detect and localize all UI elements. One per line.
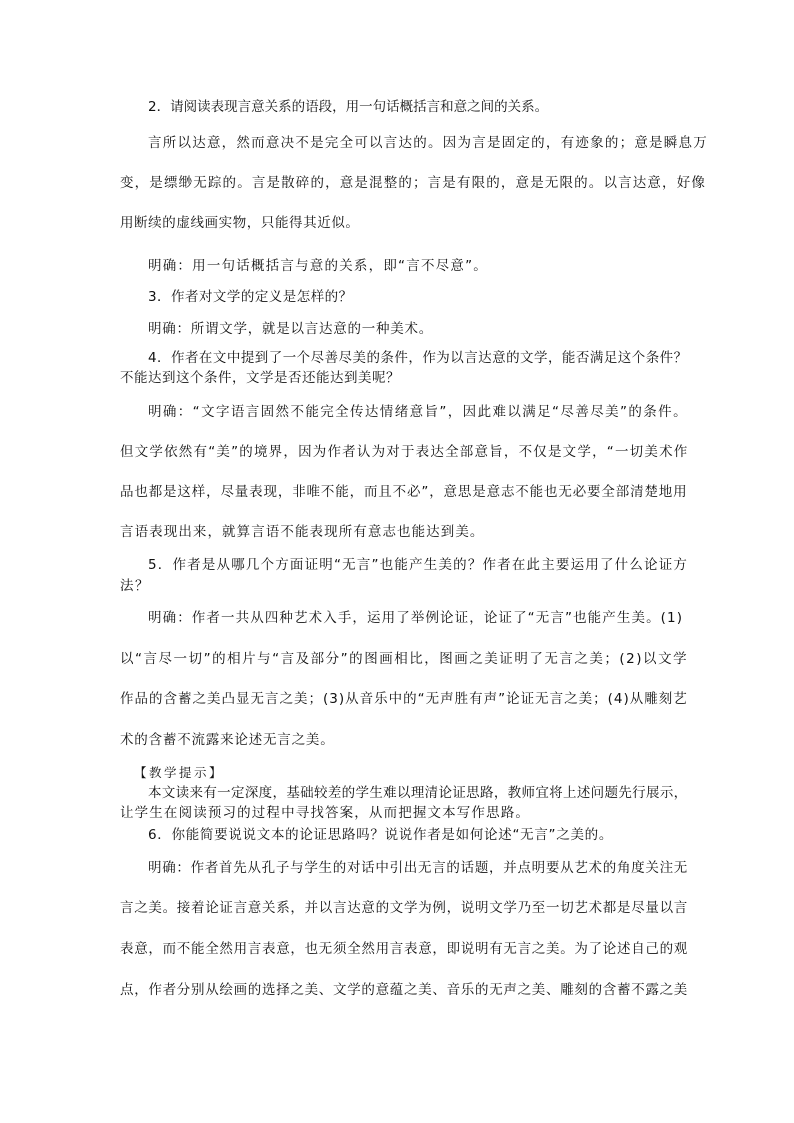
question-2: 2．请阅读表现言意关系的语段，用一句话概括言和意之间的关系。	[148, 99, 549, 115]
answer-6-line-3: 表意，而不能全然用言表意，也无须全然用言表意，即说明有无言之美。为了论述自己的观	[120, 941, 688, 957]
answer-6-line-2: 言之美。接着论证言意关系，并以言达意的文学为例，说明文学乃至一切艺术都是尽量以言	[120, 900, 688, 916]
answer-4-line-2: 但文学依然有“美”的境界，因为作者认为对于表达全部意旨，不仅是文学，“一切美术作	[120, 444, 689, 460]
answer-2: 明确：用一句话概括言与意的关系，即“言不尽意”。	[148, 258, 488, 274]
answer-3: 明确：所谓文学，就是以言达意的一种美术。	[148, 321, 433, 337]
passage-line-1: 言所以达意，然而意决不是完全可以言达的。因为言是固定的，有迹象的；意是瞬息万	[148, 135, 708, 151]
passage-line-3: 用断续的虚线画实物，只能得其近似。	[120, 215, 360, 231]
question-4-line-1: 4．作者在文中提到了一个尽善尽美的条件，作为以言达意的文学，能否满足这个条件？	[148, 350, 688, 366]
question-4-line-2: 不能达到这个条件，文学是否还能达到美呢？	[120, 370, 400, 386]
teaching-tip-line-1: 本文读来有一定深度，基础较差的学生难以理清论证思路，教师宜将上述问题先行展示，	[148, 785, 688, 801]
answer-5-line-1: 明确：作者一共从四种艺术入手，运用了举例论证，论证了“无言”也能产生美。(1)	[148, 610, 684, 626]
answer-5-line-4: 术的含蓄不流露来论述无言之美。	[120, 732, 335, 748]
answer-6-line-1: 明确：作者首先从孔子与学生的对话中引出无言的话题，并点明要从艺术的角度关注无	[148, 860, 688, 876]
teaching-tip-line-2: 让学生在阅读预习的过程中寻找答案，从而把握文本写作思路。	[120, 805, 530, 821]
question-3: 3．作者对文学的定义是怎样的？	[148, 289, 353, 305]
answer-4-line-3: 品也都是这样，尽量表现，非唯不能，而且不必”，意思是意志不能也无必要全部清楚地用	[120, 484, 688, 500]
passage-line-2: 变，是缥缈无踪的。言是散碎的，意是混整的；言是有限的，意是无限的。以言达意，好像	[120, 175, 706, 191]
answer-4-line-1: 明确：“文字语言固然不能完全传达情绪意旨”，因此难以满足“尽善尽美”的条件。	[148, 404, 688, 420]
question-6: 6．你能简要说说文本的论证思路吗？说说作者是如何论述“无言”之美的。	[148, 827, 614, 843]
answer-6-line-4: 点，作者分别从绘画的选择之美、文学的意蕴之美、音乐的无声之美、雕刻的含蓄不露之美	[120, 982, 688, 998]
answer-5-line-2: 以“言尽一切”的相片与“言及部分”的图画相比，图画之美证明了无言之美；(2)以文学	[120, 651, 689, 667]
teaching-tip-heading: 【教学提示】	[134, 765, 225, 780]
answer-4-line-4: 言语表现出来，就算言语不能表现所有意志也能达到美。	[120, 524, 485, 540]
question-5-line-2: 法？	[120, 578, 150, 594]
answer-5-line-3: 作品的含蓄之美凸显无言之美；(3)从音乐中的“无声胜有声”论证无言之美；(4)从雕刻艺	[120, 691, 688, 707]
question-5-line-1: 5．作者是从哪几个方面证明“无言”也能产生美的？作者在此主要运用了什么论证方	[148, 557, 689, 573]
